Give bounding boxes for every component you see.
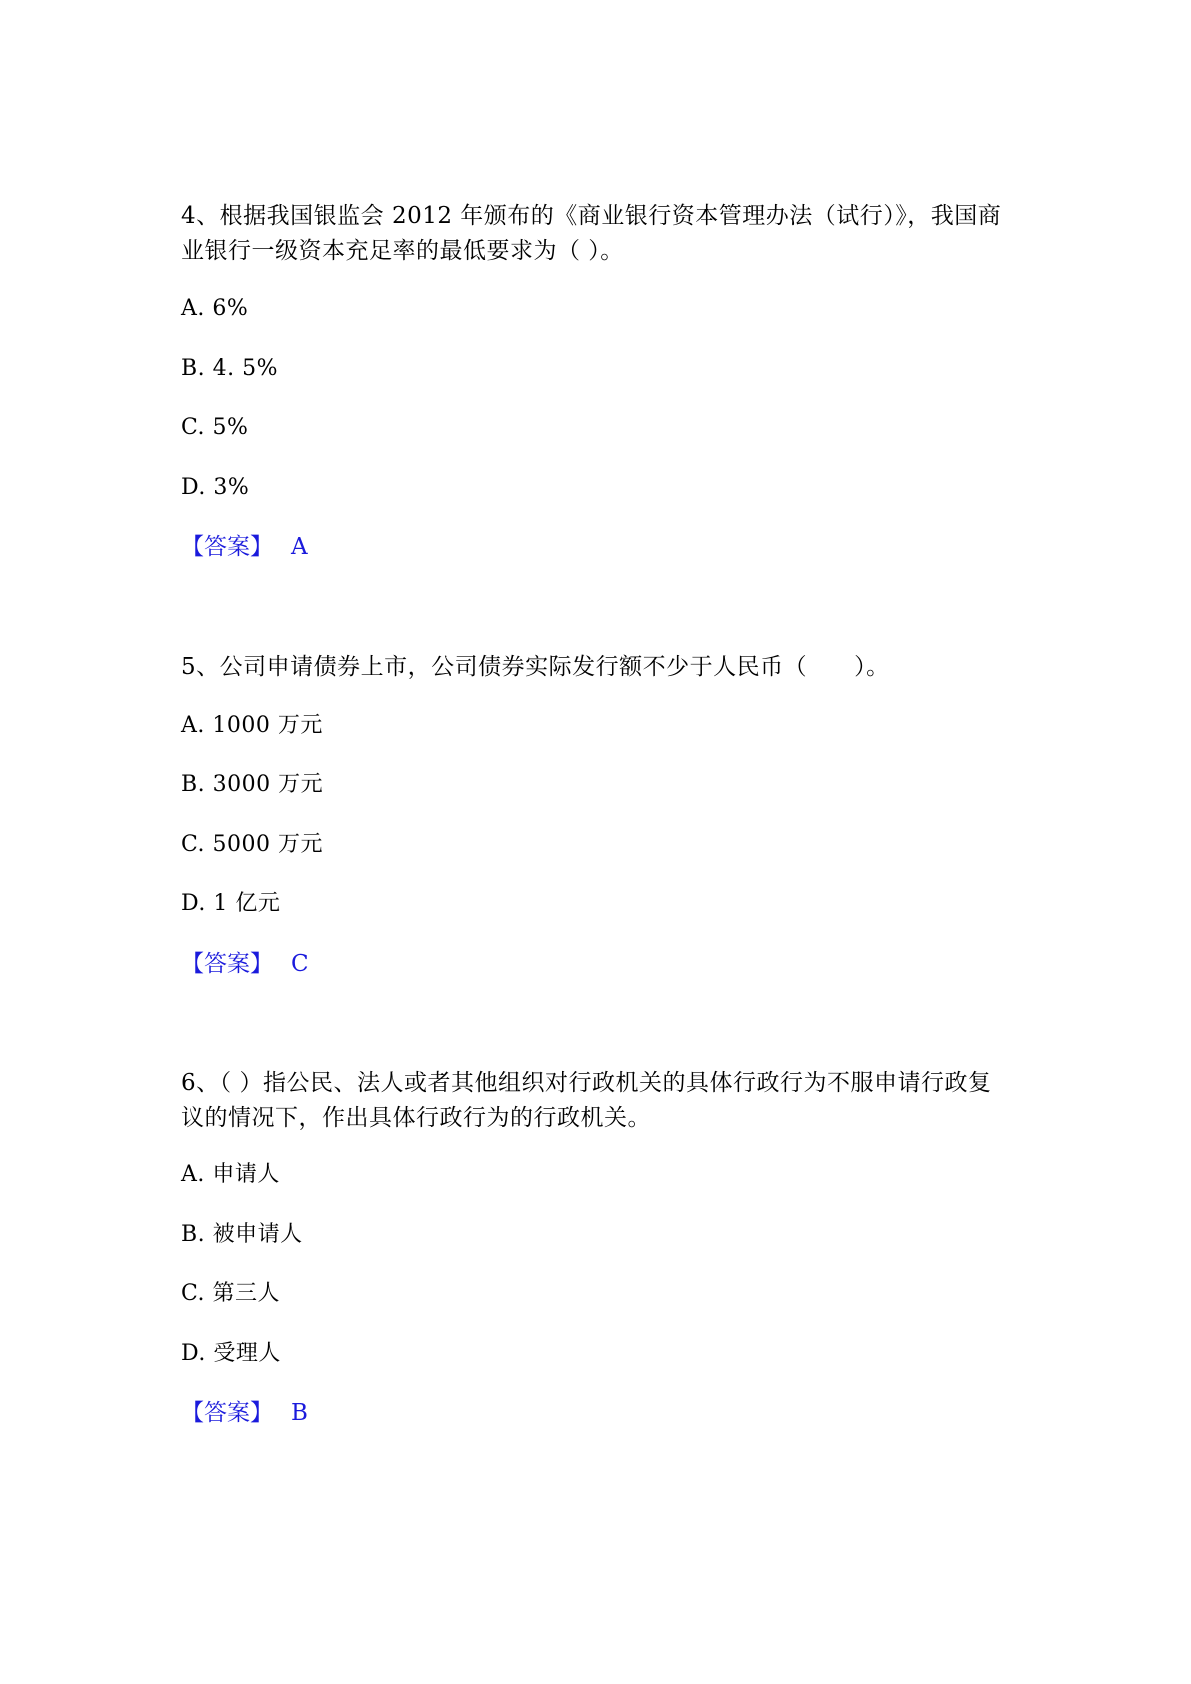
question-4-option-b: B. 4. 5% — [181, 356, 279, 381]
question-5-option-d: D. 1 亿元 — [181, 891, 281, 916]
question-4-stem: 4、根据我国银监会 2012 年颁布的《商业银行资本管理办法（试行）》，我国商业银行一级资本充足率的最低要求为（ ）。 — [181, 203, 1002, 264]
question-6-option-c: C. 第三人 — [181, 1281, 281, 1306]
question-5-option-a: A. 1000 万元 — [181, 713, 323, 738]
question-5-option-c: C. 5000 万元 — [181, 832, 324, 857]
question-4-option-c: C. 5% — [181, 415, 249, 440]
answer-value: A — [291, 534, 308, 560]
question-6-stem: 6、（ ）指公民、法人或者其他组织对行政机关的具体行政行为不服申请行政复议的情况下，作出具体行政行为的行政机关。 — [181, 1070, 992, 1131]
question-6-option-b: B. 被申请人 — [181, 1222, 303, 1247]
question-6-option-d: D. 受理人 — [181, 1341, 281, 1366]
question-5-option-b: B. 3000 万元 — [181, 772, 324, 797]
answer-value: C — [291, 951, 309, 977]
answer-label: 【答案】 — [181, 1400, 273, 1426]
answer-value: B — [291, 1400, 308, 1426]
question-5-stem: 5、公司申请债券上市，公司债券实际发行额不少于人民币（ ）。 — [181, 654, 890, 680]
question-5-answer — [181, 949, 309, 979]
answer-label: 【答案】 — [181, 534, 273, 560]
question-6-answer — [181, 1398, 308, 1428]
answer-label: 【答案】 — [181, 951, 273, 977]
question-4-option-a: A. 6% — [181, 296, 249, 321]
question-4-option-d: D. 3% — [181, 475, 250, 500]
question-4-answer — [181, 532, 308, 562]
question-6-option-a: A. 申请人 — [181, 1162, 280, 1187]
